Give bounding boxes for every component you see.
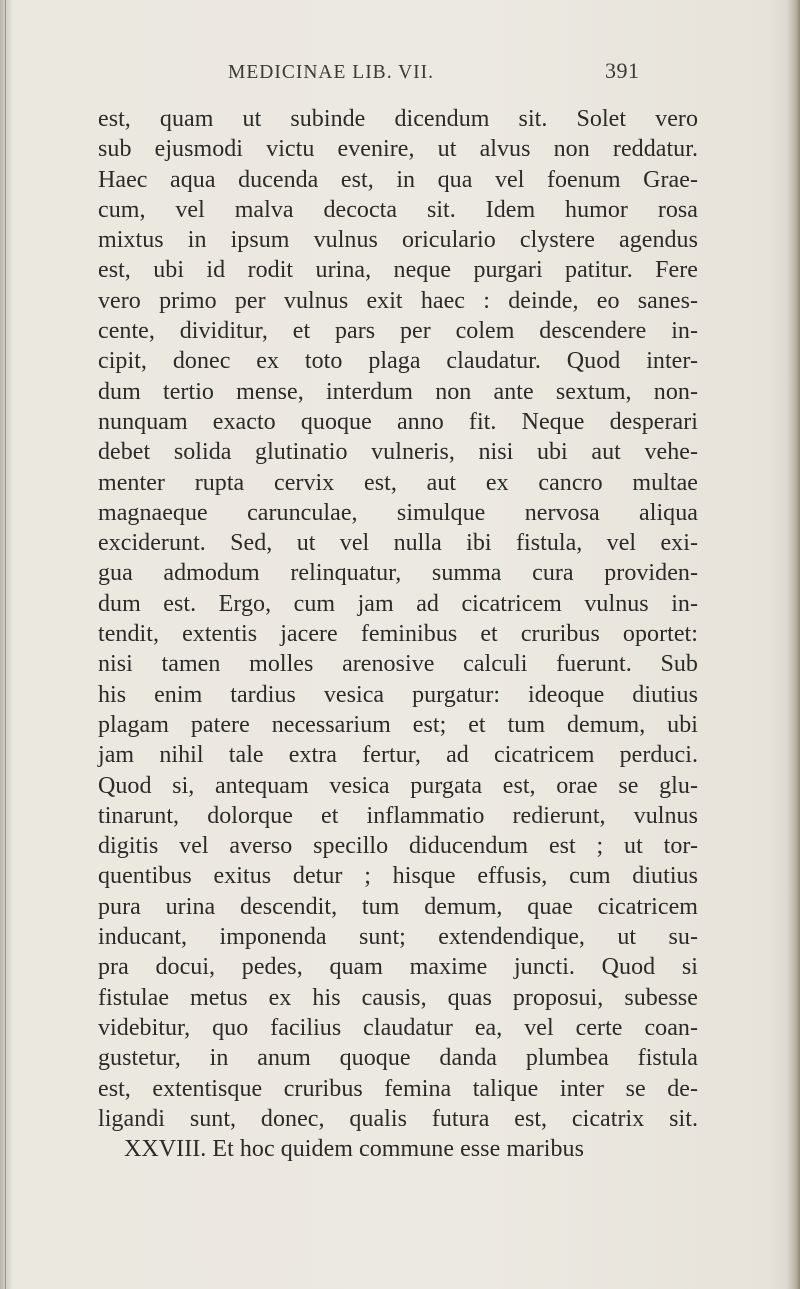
text-line: nisi tamen molles arenosive calculi fuerunt. Sub [98,651,698,678]
text-line: menter rupta cervix est, aut ex cancro multae [98,469,698,496]
text-line: Haec aqua ducenda est, in qua vel foenum Grae- [98,166,698,193]
text-line: est, extentisque cruribus femina talique inter se de- [98,1075,698,1102]
text-line: dum est. Ergo, cum jam ad cicatricem vulnus in- [98,590,698,617]
text-line: gua admodum relinquatur, summa cura providen- [98,560,698,587]
text-line: ligandi sunt, donec, qualis futura est, cicatrix sit. [98,1105,698,1132]
text-line: est, ubi id rodit urina, neque purgari patitur. Fere [98,257,698,284]
text-line: debet solida glutinatio vulneris, nisi ubi aut vehe- [98,439,698,466]
text-line: inducant, imponenda sunt; extendendique, ut su- [98,924,698,951]
text-line: pura urina descendit, tum demum, quae cicatricem [98,893,698,920]
text-line: pra docui, pedes, quam maxime juncti. Quod si [98,954,698,981]
text-line: fistulae metus ex his causis, quas proposui, subesse [98,984,698,1011]
page-number: 391 [605,58,640,83]
text-line: tinarunt, dolorque et inflammatio redierunt, vulnus [98,802,698,829]
running-head [228,58,640,92]
text-line: est, quam ut subinde dicendum sit. Solet vero [98,106,698,132]
text-line: his enim tardius vesica purgatur: ideoque diutius [98,681,698,708]
gutter-line [5,0,6,1289]
text-line: cente, dividitur, et pars per colem descendere in- [98,318,698,345]
text-line: vero primo per vulnus exit haec : deinde, eo sanes- [98,287,698,314]
text-line: exciderunt. Sed, ut vel nulla ibi fistula, vel exi- [98,530,698,557]
text-line: magnaeque carunculae, simulque nervosa aliqua [98,499,698,526]
page-edge [786,0,800,1289]
text-line: cipit, donec ex toto plaga claudatur. Quod inter- [98,348,698,375]
text-line: jam nihil tale extra fertur, ad cicatricem perduci. [98,742,698,769]
text-line: dum tertio mense, interdum non ante sextum, non- [98,378,698,405]
text-line: gustetur, in anum quoque danda plumbea fistula [98,1045,698,1072]
text-line: plagam patere necessarium est; et tum demum, ubi [98,711,698,738]
text-line: mixtus in ipsum vulnus oriculario clystere agendus [98,227,698,254]
text-line: cum, vel malva decocta sit. Idem humor rosa [98,196,698,223]
body-text [98,104,698,1164]
text-line: sub ejusmodi victu evenire, ut alvus non reddatur. [98,136,698,163]
text-line: Quod si, antequam vesica purgata est, orae se glu- [98,772,698,799]
text-line: videbitur, quo facilius claudatur ea, vel certe coan- [98,1014,698,1041]
text-line: nunquam exacto quoque anno fit. Neque desperari [98,408,698,435]
binding-gutter [0,0,12,1289]
chapter-start-line: XXVIII. Et hoc quidem commune esse maribus [124,1136,584,1163]
text-line: tendit, extentis jacere feminibus et cruribus oportet: [98,621,698,648]
text-line: digitis vel averso specillo diducendum est ; ut tor- [98,833,698,860]
text-line: quentibus exitus detur ; hisque effusis, cum diutius [98,863,698,890]
running-title: MEDICINAE LIB. VII. [228,62,435,83]
